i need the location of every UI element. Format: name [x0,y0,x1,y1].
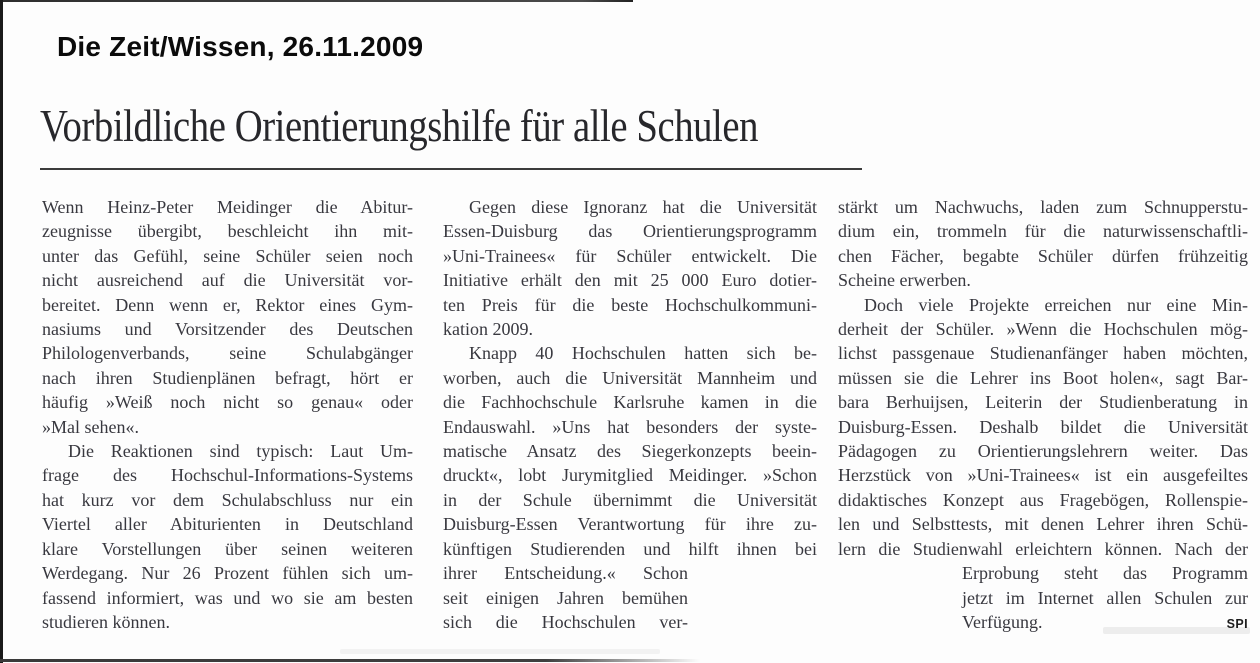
publication-source: Die Zeit/Wissen, 26.11.2009 [57,31,424,62]
article-line: Duisburg-Essen Verantwortung für ihre zu- [443,514,817,535]
article-line: künftigen Studierenden und hilft ihnen bei [443,538,817,559]
article-column-3 [838,195,1248,636]
article-line: Die Reaktionen sind typisch: Laut Um- [68,441,413,462]
article-line: »Mal sehen«. [42,416,139,437]
article-line: Duisburg-Essen. Deshalb bildet die Universität [838,416,1248,437]
scan-border-left [0,0,3,663]
scan-border-top [0,0,633,2]
article-line: »Uni-Trainees« für Schüler entwickelt. Die [443,245,817,266]
article-line: lern die Studienwahl erleichtern können. Nach der [838,538,1248,559]
article-line: Philologenverbands, seine Schulabgänger [42,343,413,364]
article-line: hat kurz vor dem Schulabschluss nur ein [42,489,413,510]
article-line: ihrer Entscheidung.« Schon [443,563,688,584]
article-line: len und Selbsttests, mit denen Lehrer ihren Schü- [838,514,1248,535]
article-line: dium ein, trommeln für die naturwissenschaftli- [838,221,1248,242]
article-line: unter das Gefühl, seine Schüler seien noch [42,245,413,266]
article-line: Herzstück von »Uni-Trainees« ist ein ausgefeiltes [838,465,1248,486]
scan-border-bottom [0,659,700,662]
article-line: müssen sie die Lehrer ins Boot holen«, sagt Bar- [838,367,1248,388]
article-line [962,610,1248,636]
article-line: Werdegang. Nur 26 Prozent fühlen sich um- [42,563,413,584]
article-line: druckt«, lobt Jurymitglied Meidinger. »Schon [443,465,817,486]
article-line: lichst passgenaue Studienanfänger haben möchten, [838,343,1248,364]
article-line: stärkt um Nachwuchs, laden zum Schnupperstu- [838,197,1248,217]
article-line: didaktisches Konzept aus Fragebögen, Rollenspie- [838,489,1248,510]
article-line: sich die Hochschulen ver- [443,611,688,632]
article-line: Doch viele Projekte erreichen nur eine Min- [864,294,1248,315]
article-line: klare Vorstellungen über seinen weiteren [42,538,413,559]
article-line: chen Fächer, begabte Schüler dürfen frühzeitig [838,245,1248,266]
article-line-text: Verfügung. [962,611,1043,632]
article-line: Initiative erhält den mit 25 000 Euro dotier- [443,270,817,291]
headline-rule [40,168,862,170]
author-signature: SPI [1226,616,1248,631]
article-line: frage des Hochschul-Informations-Systems [42,465,413,486]
article-line: Pädagogen zu Orientierungslehrern weiter. Das [838,441,1248,462]
article-line: studieren können. [42,611,170,632]
article-line: Gegen diese Ignoranz hat die Universität [469,197,817,217]
article-line: nicht ausreichend auf die Universität vor- [42,270,413,291]
article-line: Erprobung steht das Programm [962,563,1248,584]
article-line: worben, auch die Universität Mannheim und [443,367,817,388]
article-line: die Fachhochschule Karlsruhe kamen in die [443,392,817,413]
article-line: matische Ansatz des Siegerkonzepts beein- [443,441,817,462]
article-line: ten Preis für die beste Hochschulkommuni- [443,294,817,315]
article-line: derheit der Schüler. »Wenn die Hochschulen mög- [838,319,1248,340]
article-line: kation 2009. [443,319,533,340]
article-line: Viertel aller Abiturienten in Deutschland [42,514,413,535]
article-line: bara Berhuijsen, Leiterin der Studienberatung in [838,392,1248,413]
article-line: fassend informiert, was und wo sie am besten [42,587,413,608]
article-line: seit einigen Jahren bemühen [443,587,688,608]
article-line: häufig »Weiß noch nicht so genau« oder [42,392,413,413]
article-line: Endauswahl. »Uns hat besonders der syste- [443,416,817,437]
article-line: nach ihren Studienplänen befragt, hört er [42,367,413,388]
article-line: Scheine erwerben. [838,270,971,291]
article-column-2 [443,195,817,634]
article-line: Knapp 40 Hochschulen hatten sich be- [469,343,817,364]
article-line: zeugnisse übergibt, beschleicht ihn mit- [42,221,413,242]
article-line: nasiums und Vorsitzender des Deutschen [42,319,413,340]
scan-artifact [340,649,660,654]
article-line: bereitet. Denn wenn er, Rektor eines Gym- [42,294,413,315]
article-line: in der Schule übernimmt die Universität [443,489,817,510]
article-line: jetzt im Internet allen Schulen zur [962,587,1248,608]
article-headline: Vorbildliche Orientierungshilfe für alle Schulen [40,101,759,151]
article-column-1 [42,195,413,634]
article-line: Wenn Heinz-Peter Meidinger die Abitur- [42,197,413,217]
article-line: Essen-Duisburg das Orientierungsprogramm [443,221,817,242]
